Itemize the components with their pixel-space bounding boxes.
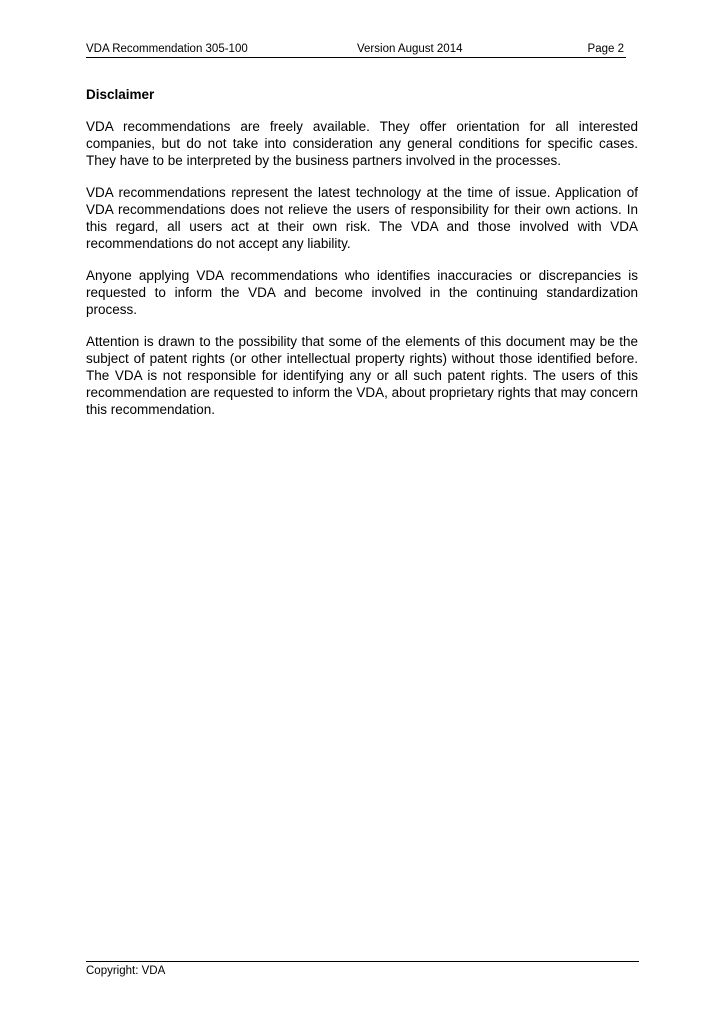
paragraph-patent-rights: Attention is drawn to the possibility that some of the elements of this document may be the subject of patent rights (or other intellectual property rights) without those identified before. The VDA is not responsible for identifying any or all such patent rights. The users of this recommendation are requested to inform the VDA, about proprietary rights that may concern this recommendation. <box>86 334 638 417</box>
header-version: Version August 2014 <box>357 43 463 55</box>
header-document-title: VDA Recommendation 305-100 <box>86 43 248 55</box>
paragraph-discrepancies: Anyone applying VDA recommendations who identifies inaccuracies or discrepancies is requested to inform the VDA and become involved in the continuing standardization process. <box>86 268 638 317</box>
page-header <box>86 39 626 58</box>
page-footer <box>86 961 639 979</box>
header-page-number: Page 2 <box>587 43 624 55</box>
footer-copyright: Copyright: VDA <box>86 965 166 977</box>
paragraph-liability: VDA recommendations represent the latest technology at the time of issue. Application of VDA recommendations does not relieve the users of responsibility for their own actions. In this regard, all users act at their own risk. The VDA and those involved with VDA recommendations do not accept any liability. <box>86 185 638 251</box>
document-body <box>86 86 638 433</box>
paragraph-availability: VDA recommendations are freely available. They offer orientation for all interested companies, but do not take into consideration any general conditions for specific cases. They have to be interpreted by the business partners involved in the processes. <box>86 119 638 168</box>
section-heading: Disclaimer <box>86 87 155 102</box>
